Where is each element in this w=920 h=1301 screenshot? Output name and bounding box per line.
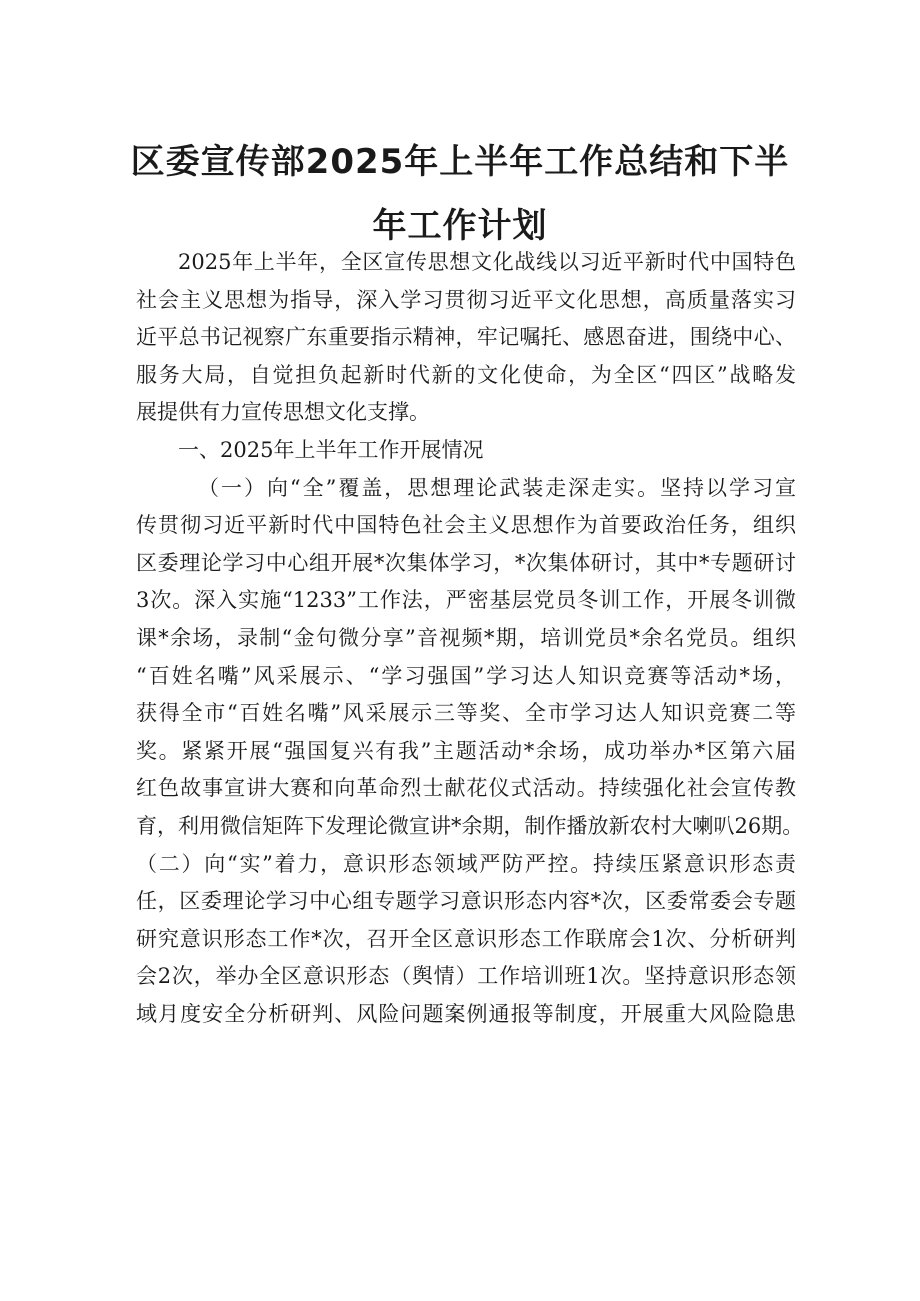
item1-paragraph-line: 育，利用微信矩阵下发理论微宣讲*余期，制作播放新农村大喇叭26期。	[136, 813, 804, 838]
item1-paragraph-line: 区委理论学习中心组开展*次集体学习，*次集体研讨，其中*专题研讨	[136, 550, 796, 575]
item1-paragraph-line: 奖。紧紧开展“强国复兴有我”主题活动*余场，成功举办*区第六届	[136, 738, 796, 763]
item1-paragraph-line: 红色故事宣讲大赛和向革命烈士献花仪式活动。持续强化社会宣传教	[136, 776, 796, 801]
intro-paragraph-line: 近平总书记视察广东重要指示精神，牢记嘱托、感恩奋进，围绕中心、	[136, 325, 796, 350]
item2-paragraph-line: 研究意识形态工作*次，召开全区意识形态工作联席会1次、分析研判	[136, 926, 796, 951]
document-title-line-2: 年工作计划	[372, 206, 548, 246]
intro-paragraph-line: 2025年上半年，全区宣传思想文化战线以习近平新时代中国特色	[178, 250, 796, 274]
item2-paragraph-line: （二）向“实”着力，意识形态领域严防严控。持续压紧意识形态责	[136, 851, 796, 876]
document-body	[136, 244, 804, 1033]
document-title-line-1: 区委宣传部2025年上半年工作总结和下半	[130, 142, 790, 182]
item1-paragraph-line: 获得全市“百姓名嘴”风采展示三等奖、全市学习达人知识竞赛二等	[136, 701, 796, 726]
intro-paragraph-line: 服务大局，自觉担负起新时代新的文化使命，为全区“四区”战略发	[136, 362, 796, 387]
item1-paragraph-line: 3次。深入实施“1233”工作法，严密基层党员冬训工作，开展冬训微	[136, 588, 796, 613]
item2-paragraph-line: 会2次，举办全区意识形态（舆情）工作培训班1次。坚持意识形态领	[136, 964, 796, 989]
section-heading: 一、2025年上半年工作开展情况	[178, 437, 484, 462]
item1-paragraph-line: （一）向“全”覆盖，思想理论武装走深走实。坚持以学习宣	[198, 475, 796, 500]
intro-paragraph-line: 展提供有力宣传思想文化支撑。	[136, 400, 430, 425]
item1-paragraph-line: 传贯彻习近平新时代中国特色社会主义思想作为首要政治任务，组织	[136, 513, 796, 538]
item1-paragraph-line: 课*余场，录制“金句微分享”音视频*期，培训党员*余名党员。组织	[136, 625, 796, 650]
item2-paragraph-line: 域月度安全分析研判、风险问题案例通报等制度，开展重大风险隐患	[136, 1001, 796, 1026]
intro-paragraph-line: 社会主义思想为指导，深入学习贯彻习近平文化思想，高质量落实习	[136, 287, 796, 312]
item2-paragraph-line: 任，区委理论学习中心组专题学习意识形态内容*次，区委常委会专题	[136, 889, 796, 914]
item1-paragraph-line: “百姓名嘴”风采展示、“学习强国”学习达人知识竞赛等活动*场，	[136, 663, 796, 688]
